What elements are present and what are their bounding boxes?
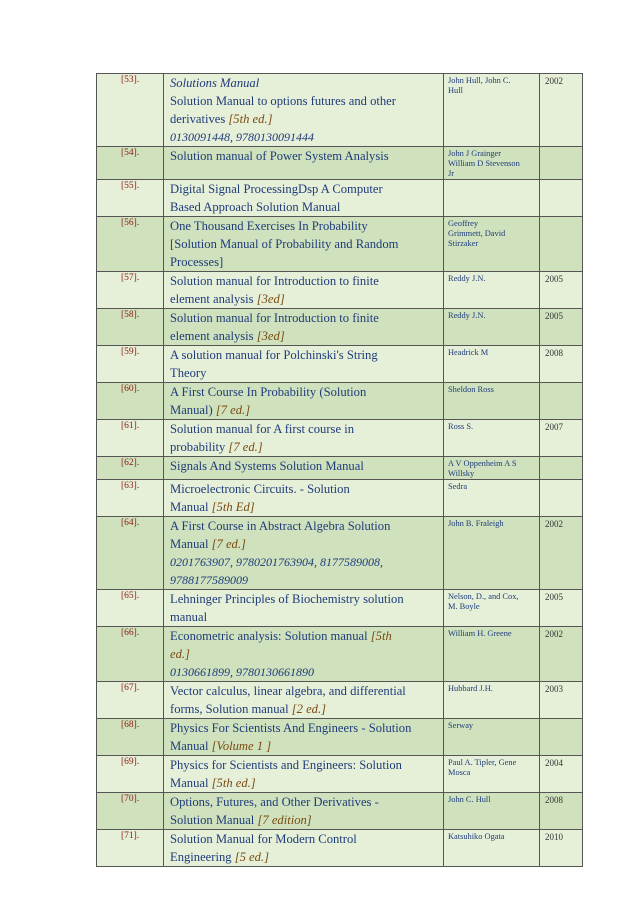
year-cell: 2008	[540, 793, 583, 830]
row-number: [55].	[97, 180, 164, 217]
title-line	[170, 535, 443, 553]
solutions-table	[96, 73, 583, 867]
title-text: Microelectronic Circuits. - Solution	[170, 482, 350, 496]
row-number: [69].	[97, 756, 164, 793]
title-line	[170, 438, 443, 456]
year-cell	[540, 480, 583, 517]
title-line	[170, 235, 443, 253]
edition-text: ed.]	[170, 647, 190, 661]
author-cell	[444, 682, 540, 719]
author-line: M. Boyle	[448, 602, 480, 611]
author-cell	[444, 627, 540, 682]
title-text: manual	[170, 610, 208, 624]
row-number: [65].	[97, 590, 164, 627]
book-title-cell	[164, 682, 444, 719]
author-line: Mosca	[448, 768, 471, 777]
edition-text: [2 ed.]	[291, 702, 327, 716]
year-cell: 2003	[540, 682, 583, 719]
row-number: [70].	[97, 793, 164, 830]
author-cell	[444, 719, 540, 756]
author-line: William D Stevenson	[448, 159, 520, 168]
title-text: Options, Futures, and Other Derivatives -	[170, 795, 379, 809]
edition-text: [7 ed.]	[211, 537, 246, 551]
author-line: John Hull, John C.	[448, 76, 511, 85]
title-text: Solution Manual	[170, 813, 258, 827]
title-line	[170, 848, 443, 866]
author-cell	[444, 346, 540, 383]
title-text: Physics for Scientists and Engineers: Solution	[170, 758, 402, 772]
row-number: [56].	[97, 217, 164, 272]
author-line: Serway	[448, 721, 474, 730]
table-row	[97, 719, 583, 756]
table-row	[97, 627, 583, 682]
title-line	[170, 774, 443, 792]
title-line	[170, 517, 443, 535]
title-line	[170, 830, 443, 848]
title-text: Solution manual for A first course in	[170, 422, 354, 436]
author-line: Paul A. Tipler, Gene	[448, 758, 517, 767]
edition-text: [7 ed.]	[228, 440, 263, 454]
edition-text: [3ed]	[256, 292, 285, 306]
author-line: Reddy J.N.	[448, 311, 486, 320]
title-text: probability	[170, 440, 229, 454]
title-text: Manual)	[170, 403, 216, 417]
year-cell: 2008	[540, 346, 583, 383]
book-title-cell	[164, 830, 444, 867]
title-line	[170, 309, 443, 327]
author-line: Reddy J.N.	[448, 274, 486, 283]
title-line	[170, 700, 443, 718]
isbn-text: 9788177589009	[170, 573, 248, 587]
year-cell: 2002	[540, 517, 583, 590]
title-text: Engineering	[170, 850, 235, 864]
author-cell	[444, 793, 540, 830]
author-cell	[444, 590, 540, 627]
title-text: forms, Solution manual	[170, 702, 292, 716]
year-cell	[540, 383, 583, 420]
title-text: Manual	[170, 776, 212, 790]
title-text: A First Course In Probability (Solution	[170, 385, 367, 399]
author-line: Hull	[448, 86, 463, 95]
title-line	[170, 290, 443, 308]
edition-text: [5th ed.]	[211, 776, 256, 790]
author-cell	[444, 74, 540, 147]
title-line	[170, 811, 443, 829]
title-text: Manual	[170, 537, 212, 551]
title-text: Processes]	[170, 255, 224, 269]
title-line	[170, 110, 443, 128]
title-text: Digital Signal ProcessingDsp A Computer	[170, 182, 383, 196]
title-line	[170, 682, 443, 700]
edition-text: [5th Ed]	[211, 500, 255, 514]
book-title-cell	[164, 147, 444, 180]
title-line	[170, 420, 443, 438]
title-text: derivatives	[170, 112, 229, 126]
row-number: [61].	[97, 420, 164, 457]
subtitle-text: Solutions Manual	[170, 76, 260, 90]
table-row	[97, 682, 583, 719]
title-line	[170, 793, 443, 811]
title-line	[170, 180, 443, 198]
title-text: Based Approach Solution Manual	[170, 200, 341, 214]
title-line	[170, 364, 443, 382]
title-line	[170, 327, 443, 345]
title-line	[170, 645, 443, 663]
book-title-cell	[164, 627, 444, 682]
book-title-cell	[164, 517, 444, 590]
table-row	[97, 74, 583, 147]
title-line	[170, 590, 443, 608]
title-text: Manual	[170, 500, 212, 514]
book-title-cell	[164, 719, 444, 756]
author-cell	[444, 217, 540, 272]
author-line: Jr	[448, 169, 455, 178]
table-row	[97, 180, 583, 217]
book-title-cell	[164, 756, 444, 793]
row-number: [53].	[97, 74, 164, 147]
title-line	[170, 737, 443, 755]
row-number: [58].	[97, 309, 164, 346]
table-row	[97, 272, 583, 309]
title-line	[170, 756, 443, 774]
author-line: Sedra	[448, 482, 468, 491]
year-cell	[540, 457, 583, 480]
title-text: Signals And Systems Solution Manual	[170, 459, 364, 473]
table-row	[97, 517, 583, 590]
author-line: A V Oppenheim A S	[448, 459, 517, 468]
row-number: [68].	[97, 719, 164, 756]
title-line	[170, 198, 443, 216]
edition-text: [7 edition]	[257, 813, 312, 827]
book-title-cell	[164, 309, 444, 346]
author-line: Sheldon Ross	[448, 385, 494, 394]
title-text: Solution Manual to options futures and other	[170, 94, 396, 108]
author-cell	[444, 272, 540, 309]
title-text: Theory	[170, 366, 207, 380]
title-line	[170, 217, 443, 235]
title-line	[170, 498, 443, 516]
year-cell	[540, 180, 583, 217]
year-cell: 2002	[540, 74, 583, 147]
title-text: Solution manual of Power System Analysis	[170, 149, 389, 163]
title-line	[170, 128, 443, 146]
author-cell	[444, 756, 540, 793]
title-line	[170, 346, 443, 364]
row-number: [64].	[97, 517, 164, 590]
book-title-cell	[164, 383, 444, 420]
author-cell	[444, 480, 540, 517]
book-title-cell	[164, 346, 444, 383]
isbn-text: 0201763907, 9780201763904, 8177589008,	[170, 555, 383, 569]
year-cell	[540, 719, 583, 756]
author-line: Headrick M	[448, 348, 489, 357]
table-row	[97, 346, 583, 383]
isbn-text: 0130091448, 9780130091444	[170, 130, 314, 144]
title-line	[170, 553, 443, 571]
title-line	[170, 401, 443, 419]
isbn-text: 0130661899, 9780130661890	[170, 665, 314, 679]
title-text: Lehninger Principles of Biochemistry solution	[170, 592, 404, 606]
table-row	[97, 147, 583, 180]
title-line	[170, 719, 443, 737]
author-line: William H. Greene	[448, 629, 512, 638]
book-title-cell	[164, 590, 444, 627]
table-row	[97, 309, 583, 346]
title-text: element analysis	[170, 292, 257, 306]
book-title-cell	[164, 74, 444, 147]
edition-text: [5th ed.]	[228, 112, 273, 126]
year-cell: 2005	[540, 309, 583, 346]
author-line: Hubbard J.H.	[448, 684, 493, 693]
author-line: John J Grainger	[448, 149, 502, 158]
author-line: Geoffrey	[448, 219, 479, 228]
title-text: element analysis	[170, 329, 257, 343]
table-row	[97, 457, 583, 480]
author-cell	[444, 383, 540, 420]
author-line: Ross S.	[448, 422, 474, 431]
table-row	[97, 480, 583, 517]
row-number: [71].	[97, 830, 164, 867]
author-cell	[444, 180, 540, 217]
title-line	[170, 663, 443, 681]
title-line	[170, 74, 443, 92]
author-cell	[444, 309, 540, 346]
author-cell	[444, 420, 540, 457]
book-title-cell	[164, 217, 444, 272]
author-line: Nelson, D., and Cox,	[448, 592, 519, 601]
edition-text: [5 ed.]	[234, 850, 269, 864]
book-title-cell	[164, 793, 444, 830]
year-cell: 2002	[540, 627, 583, 682]
title-line	[170, 147, 443, 165]
title-text: Physics For Scientists And Engineers - Solution	[170, 721, 412, 735]
edition-text: [5th	[370, 629, 392, 643]
row-number: [57].	[97, 272, 164, 309]
row-number: [54].	[97, 147, 164, 180]
book-title-cell	[164, 420, 444, 457]
title-text: Vector calculus, linear algebra, and differential	[170, 684, 406, 698]
row-number: [63].	[97, 480, 164, 517]
title-line	[170, 92, 443, 110]
author-line: John B. Fraleigh	[448, 519, 504, 528]
row-number: [59].	[97, 346, 164, 383]
row-number: [62].	[97, 457, 164, 480]
title-line	[170, 272, 443, 290]
table-row	[97, 383, 583, 420]
table-row	[97, 793, 583, 830]
title-line	[170, 627, 443, 645]
year-cell: 2010	[540, 830, 583, 867]
book-title-cell	[164, 180, 444, 217]
year-cell: 2004	[540, 756, 583, 793]
book-title-cell	[164, 272, 444, 309]
title-text: Solution Manual for Modern Control	[170, 832, 357, 846]
title-text: Manual	[170, 739, 212, 753]
title-line	[170, 571, 443, 589]
table-row	[97, 756, 583, 793]
table-body	[97, 74, 583, 867]
author-cell	[444, 517, 540, 590]
title-text: Solution manual for Introduction to finite	[170, 311, 379, 325]
book-title-cell	[164, 480, 444, 517]
title-line	[170, 253, 443, 271]
table-row	[97, 420, 583, 457]
title-text: One Thousand Exercises In Probability	[170, 219, 368, 233]
title-text: A solution manual for Polchinski's String	[170, 348, 378, 362]
title-text: [Solution Manual of Probability and Random	[170, 237, 399, 251]
book-title-cell	[164, 457, 444, 480]
title-text: Solution manual for Introduction to finite	[170, 274, 379, 288]
row-number: [67].	[97, 682, 164, 719]
table-row	[97, 217, 583, 272]
edition-text: [7 ed.]	[215, 403, 251, 417]
author-line: Willsky	[448, 469, 475, 478]
title-line	[170, 383, 443, 401]
year-cell: 2005	[540, 272, 583, 309]
edition-text: [Volume 1 ]	[211, 739, 272, 753]
year-cell	[540, 217, 583, 272]
table-row	[97, 830, 583, 867]
table-row	[97, 590, 583, 627]
year-cell: 2005	[540, 590, 583, 627]
author-line: Stirzaker	[448, 239, 479, 248]
row-number: [66].	[97, 627, 164, 682]
title-text: Econometric analysis: Solution manual	[170, 629, 371, 643]
author-cell	[444, 147, 540, 180]
author-line: John C. Hull	[448, 795, 491, 804]
year-cell	[540, 147, 583, 180]
edition-text: [3ed]	[256, 329, 285, 343]
row-number: [60].	[97, 383, 164, 420]
author-cell	[444, 457, 540, 480]
title-line	[170, 480, 443, 498]
title-line	[170, 457, 443, 475]
author-line: Katsuhiko Ogata	[448, 832, 505, 841]
title-line	[170, 608, 443, 626]
title-text: A First Course in Abstract Algebra Solution	[170, 519, 391, 533]
author-cell	[444, 830, 540, 867]
author-line: Grimmett, David	[448, 229, 506, 238]
year-cell: 2007	[540, 420, 583, 457]
